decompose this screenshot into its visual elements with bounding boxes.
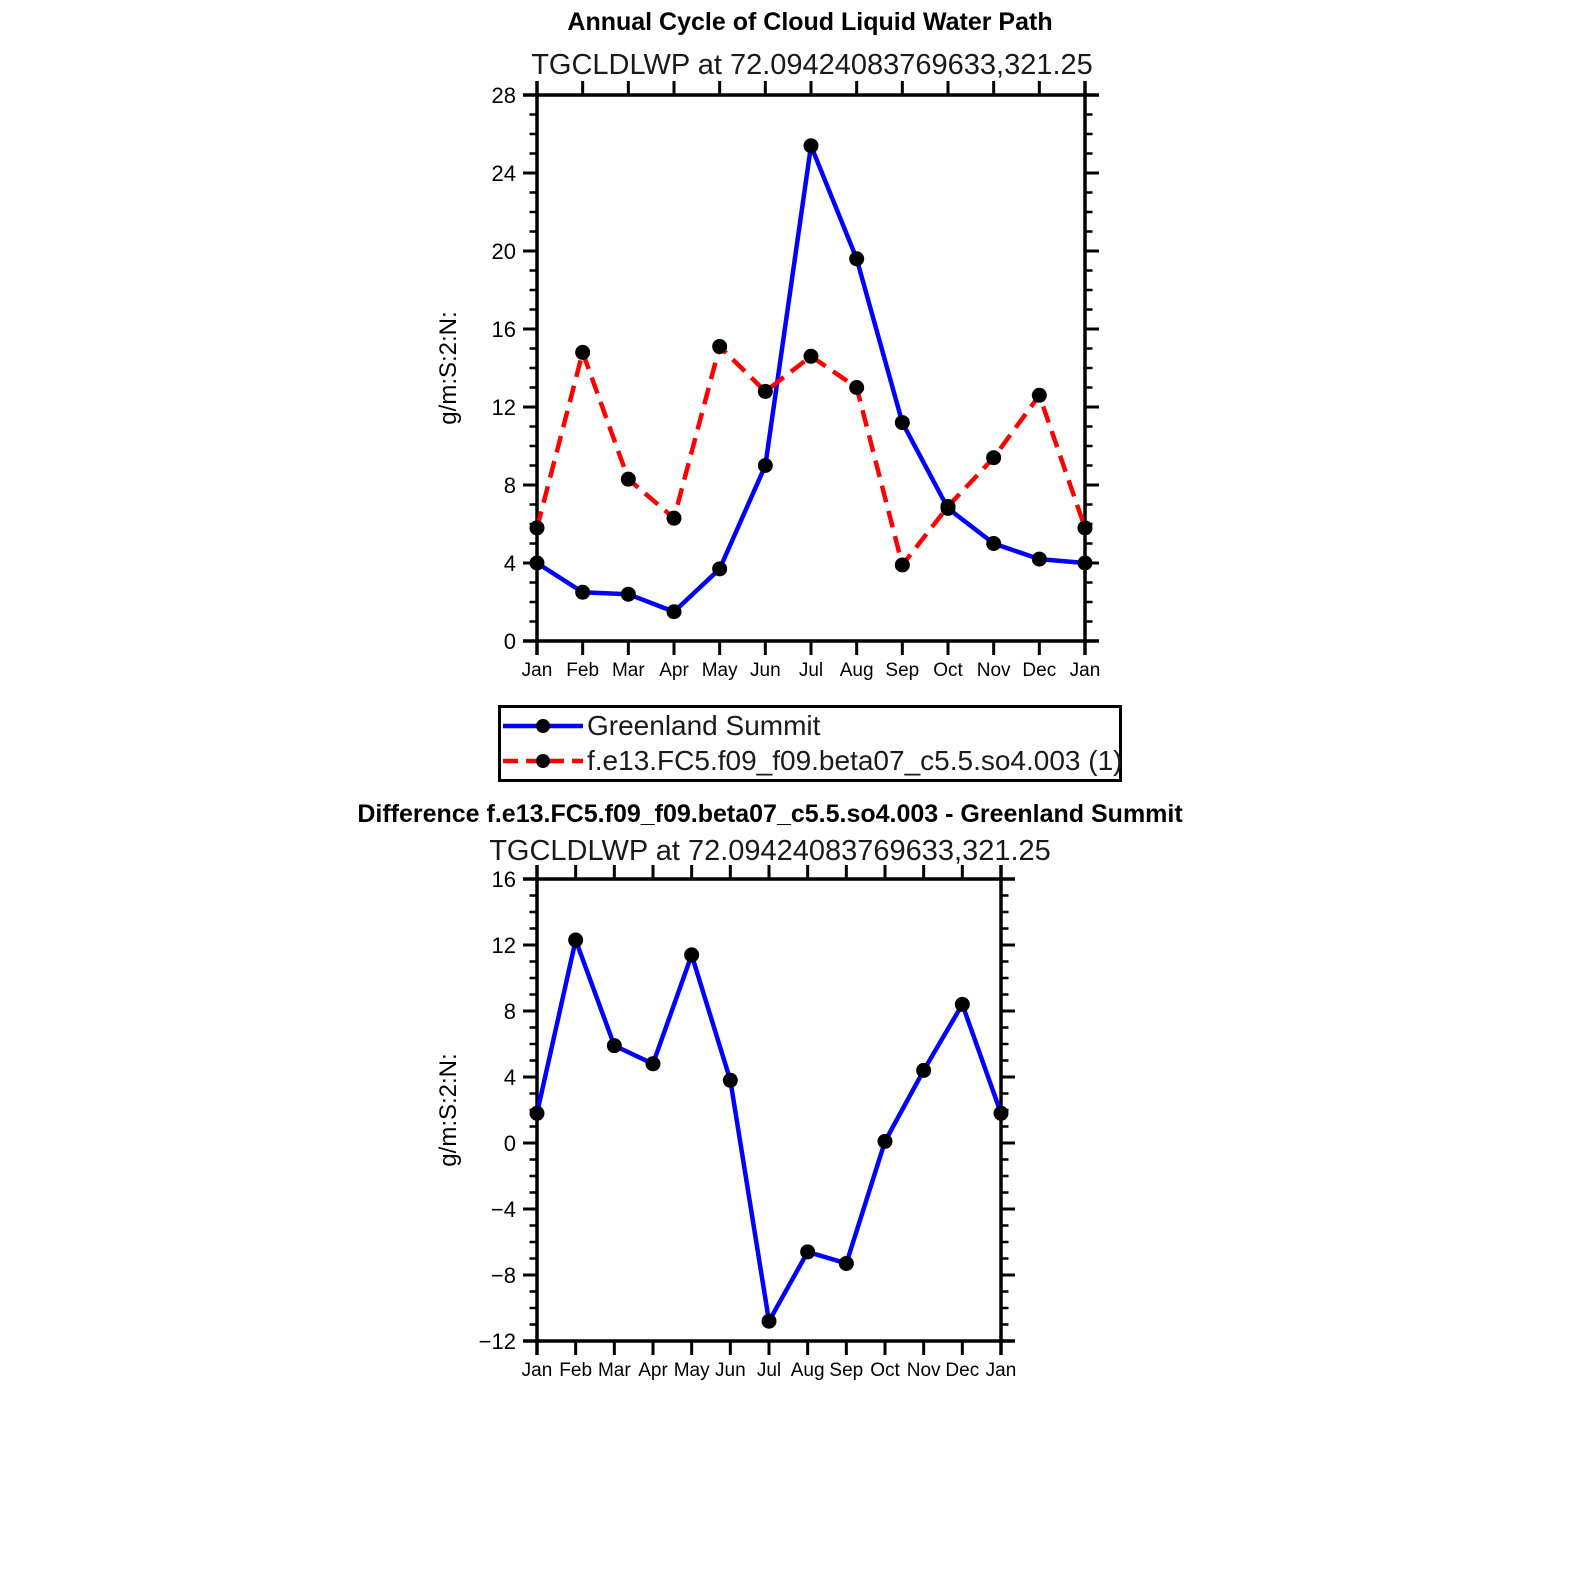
y-tick-label: −4 [490, 1197, 516, 1222]
x-tick-label: Feb [566, 660, 600, 681]
x-tick-label: Jan [521, 1360, 553, 1381]
data-point-marker [800, 1244, 815, 1259]
top-chart-title: Annual Cycle of Cloud Liquid Water Path [567, 8, 1053, 36]
data-point-marker [667, 511, 682, 526]
data-point-marker [849, 251, 864, 266]
data-point-marker [994, 1106, 1009, 1121]
y-tick-label: 12 [491, 933, 516, 958]
y-axis-title: g/m:S:2:N: [435, 1053, 462, 1167]
diff-chart-title: Difference f.e13.FC5.f09_f09.beta07_c5.5.so4.003 - Greenland Summit [357, 800, 1183, 828]
legend-sample-marker [536, 719, 550, 733]
series-line-1 [537, 347, 1085, 565]
data-point-marker [839, 1256, 854, 1271]
y-tick-label: −12 [478, 1329, 516, 1354]
x-tick-label: Aug [790, 1360, 825, 1381]
chart-annual-cycle [435, 81, 1100, 681]
y-tick-label: 0 [503, 629, 516, 654]
top-chart-subtitle: TGCLDLWP at 72.09424083769633,321.25 [531, 49, 1093, 81]
data-point-marker [758, 458, 773, 473]
data-point-marker [1078, 556, 1093, 571]
data-point-marker [986, 536, 1001, 551]
data-point-marker [712, 561, 727, 576]
x-tick-label: Jul [798, 660, 824, 681]
y-tick-label: −8 [490, 1263, 516, 1288]
x-tick-label: Nov [906, 1360, 941, 1381]
legend-blue-solid-line-sample [501, 708, 585, 744]
data-point-marker [621, 472, 636, 487]
x-tick-label: Apr [638, 1360, 668, 1381]
x-tick-label: Aug [839, 660, 874, 681]
data-point-marker [804, 349, 819, 364]
data-point-marker [849, 380, 864, 395]
legend [498, 705, 1122, 782]
legend-item-model-run [501, 744, 1123, 779]
x-tick-label: Sep [829, 1360, 864, 1381]
x-tick-label: Jun [750, 660, 781, 681]
y-tick-label: 28 [491, 83, 516, 108]
y-tick-label: 24 [491, 161, 516, 186]
data-point-marker [1032, 388, 1047, 403]
data-point-marker [955, 997, 970, 1012]
data-point-marker [607, 1038, 622, 1053]
x-tick-label: Apr [659, 660, 689, 681]
y-tick-label: 8 [503, 999, 516, 1024]
legend-red-dashed-line-sample [501, 743, 585, 779]
x-tick-label: Mar [611, 660, 645, 681]
data-point-marker [986, 450, 1001, 465]
x-tick-label: Mar [597, 1360, 631, 1381]
x-tick-label: Sep [885, 660, 920, 681]
y-tick-label: 0 [503, 1131, 516, 1156]
x-tick-label: Jun [715, 1360, 746, 1381]
data-point-marker [684, 947, 699, 962]
data-point-marker [723, 1073, 738, 1088]
legend-sample-marker [536, 754, 550, 768]
legend-label-model-run: f.e13.FC5.f09_f09.beta07_c5.5.so4.003 (1) [587, 745, 1123, 777]
y-tick-label: 20 [491, 239, 516, 264]
x-tick-label: Jul [756, 1360, 782, 1381]
data-point-marker [530, 520, 545, 535]
data-point-marker [712, 339, 727, 354]
x-tick-label: Jan [985, 1360, 1017, 1381]
y-tick-label: 16 [491, 867, 516, 892]
data-point-marker [530, 556, 545, 571]
x-tick-label: May [701, 660, 738, 681]
data-point-marker [804, 138, 819, 153]
data-point-marker [646, 1056, 661, 1071]
data-point-marker [916, 1063, 931, 1078]
x-tick-label: Dec [945, 1360, 980, 1381]
y-tick-label: 4 [503, 551, 516, 576]
y-tick-label: 8 [503, 473, 516, 498]
data-point-marker [568, 933, 583, 948]
data-point-marker [762, 1314, 777, 1329]
data-point-marker [530, 1106, 545, 1121]
x-tick-label: Dec [1022, 660, 1057, 681]
x-tick-label: Nov [976, 660, 1011, 681]
chart-difference [435, 865, 1016, 1381]
x-tick-label: Jan [521, 660, 553, 681]
x-tick-label: Jan [1069, 660, 1101, 681]
data-point-marker [878, 1134, 893, 1149]
y-axis-title: g/m:S:2:N: [435, 311, 462, 425]
data-point-marker [941, 499, 956, 514]
data-point-marker [1032, 552, 1047, 567]
y-tick-label: 12 [491, 395, 516, 420]
diff-chart-subtitle: TGCLDLWP at 72.09424083769633,321.25 [489, 835, 1051, 867]
data-point-marker [895, 415, 910, 430]
x-tick-label: Oct [933, 660, 963, 681]
data-point-marker [621, 587, 636, 602]
data-point-marker [1078, 520, 1093, 535]
series-line-0 [537, 940, 1001, 1321]
data-point-marker [758, 384, 773, 399]
legend-item-greenland-summit [501, 708, 1119, 743]
data-point-marker [667, 604, 682, 619]
data-point-marker [575, 585, 590, 600]
legend-label-greenland-summit: Greenland Summit [587, 709, 821, 741]
x-tick-label: Feb [559, 1360, 593, 1381]
data-point-marker [575, 345, 590, 360]
y-tick-label: 4 [503, 1065, 516, 1090]
x-tick-label: May [673, 1360, 710, 1381]
data-point-marker [895, 557, 910, 572]
x-tick-label: Oct [870, 1360, 900, 1381]
series-line-0 [537, 146, 1085, 612]
y-tick-label: 16 [491, 317, 516, 342]
